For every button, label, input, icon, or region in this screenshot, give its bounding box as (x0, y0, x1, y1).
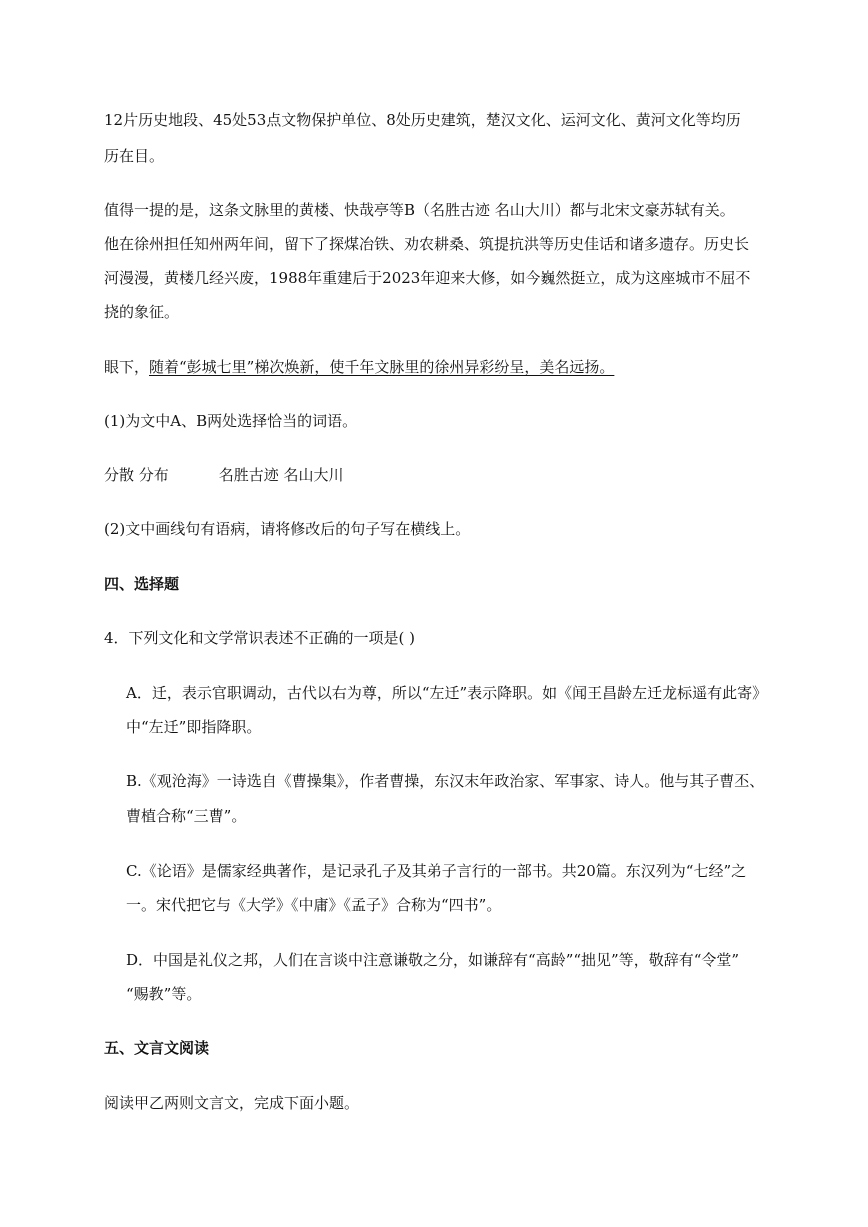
paragraph-2-line-2: 他在徐州担任知州两年间，留下了探煤冶铁、劝农耕桑、筑提抗洪等历史佳话和诸多遗存。历史长 (104, 235, 750, 253)
paragraph-3 (104, 357, 614, 377)
option-b-words: 名胜古迹 名山大川 (218, 466, 344, 484)
section-5-intro: 阅读甲乙两则文言文，完成下面小题。 (104, 1094, 360, 1112)
option-a-words: 分散 分布 (104, 466, 169, 484)
option-d-line-1: D．中国是礼仪之邦，人们在言谈中注意谦敬之分，如谦辞有“高龄”“拙见”等，敬辞有“令堂” (126, 951, 740, 969)
option-c-line-1: C.《论语》是儒家经典著作，是记录孔子及其弟子言行的一部书。共20篇。东汉列为“七经”之 (126, 862, 747, 880)
paragraph-1-line-1: 12片历史地段、45处53点文物保护单位、8处历史建筑，楚汉文化、运河文化、黄河文化等均历 (104, 111, 741, 129)
paragraph-2-line-4: 挠的象征。 (104, 303, 180, 321)
option-b-line-2: 曹植合称“三曹”。 (126, 807, 247, 825)
question-1-options (104, 465, 344, 485)
option-b-line-1: B.《观沧海》一诗选自《曹操集》，作者曹操，东汉末年政治家、军事家、诗人。他与其子曹丕、 (126, 772, 765, 790)
paragraph-2-line-1: 值得一提的是，这条文脉里的黄楼、快哉亭等B（名胜古迹 名山大川）都与北宋文豪苏轼有关。 (104, 201, 735, 219)
paragraph-3-prefix: 眼下， (104, 358, 150, 376)
underlined-sentence: 随着“彭城七里”梯次焕新，使千年文脉里的徐州异彩纷呈，美名远扬。 (149, 358, 615, 376)
option-a-line-1: A．迁，表示官职调动，古代以右为尊，所以“左迁”表示降职。如《闻王昌龄左迁龙标遥有此寄》 (126, 684, 768, 702)
section-5-heading: 五、文言文阅读 (104, 1039, 210, 1057)
section-4-heading: 四、选择题 (104, 575, 180, 593)
paragraph-2-line-3: 河漫漫，黄楼几经兴废，1988年重建后于2023年迎来大修，如今巍然挺立，成为这座城市不屈不 (104, 269, 751, 287)
option-c-line-2: 一。宋代把它与《大学》《中庸》《孟子》合称为“四书”。 (126, 896, 502, 914)
question-1: (1)为文中A、B两处选择恰当的词语。 (104, 412, 358, 430)
option-a-line-2: 中“左迁”即指降职。 (126, 718, 262, 736)
option-d-line-2: “赐教”等。 (126, 985, 202, 1003)
question-2: (2)文中画线句有语病，请将修改后的句子写在横线上。 (104, 520, 471, 538)
question-4-stem: 4．下列文化和文学常识表述不正确的一项是( ) (104, 629, 416, 647)
paragraph-1-line-2: 历在目。 (104, 147, 165, 165)
